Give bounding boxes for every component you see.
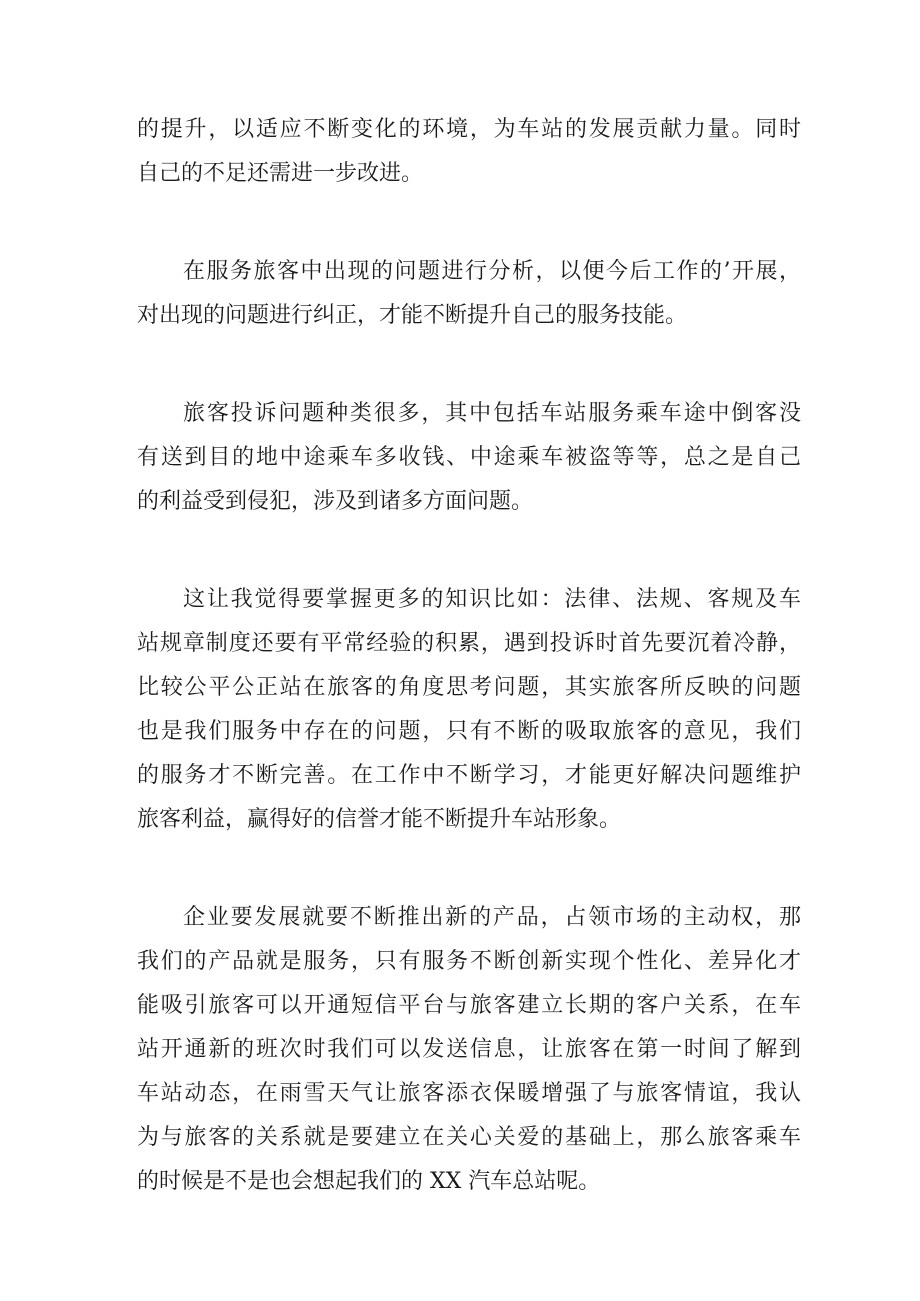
paragraph-line: 站开通新的班次时我们可以发送信息，让旅客在第一时间了解到 <box>137 1037 801 1062</box>
paragraph-line: 为与旅客的关系就是要建立在关心关爱的基础上，那么旅客乘车 <box>137 1125 801 1150</box>
paragraph-line: 有送到目的地中途乘车多收钱、中途乘车被盗等等，总之是自己 <box>137 445 801 470</box>
paragraph-line: 这让我觉得要掌握更多的知识比如：法律、法规、客规及车 <box>183 587 801 612</box>
paragraph-line: 比较公平公正站在旅客的角度思考问题，其实旅客所反映的问题 <box>137 675 801 700</box>
paragraph <box>137 578 801 842</box>
paragraph-line: 的提升，以适应不断变化的环境，为车站的发展贡献力量。同时 <box>137 117 801 142</box>
paragraph <box>137 896 801 1204</box>
paragraph-line: 的服务才不断完善。在工作中不断学习，才能更好解决问题维护 <box>137 763 801 788</box>
paragraph-line: 企业要发展就要不断推出新的产品，占领市场的主动权，那 <box>183 905 801 930</box>
paragraph-line: 的时候是不是也会想起我们的 XX 汽车总站呢。 <box>137 1169 601 1194</box>
paragraph-line: 能吸引旅客可以开通短信平台与旅客建立长期的客户关系，在车 <box>137 993 801 1018</box>
paragraph <box>137 392 801 524</box>
paragraph <box>137 108 801 196</box>
paragraph-line: 在服务旅客中出现的问题进行分析，以便今后工作的’开展， <box>183 259 801 284</box>
paragraph-line: 旅客利益，赢得好的信誉才能不断提升车站形象。 <box>137 807 622 832</box>
paragraph-line: 也是我们服务中存在的问题，只有不断的吸取旅客的意见，我们 <box>137 719 801 744</box>
paragraph-line: 的利益受到侵犯，涉及到诸多方面问题。 <box>137 489 534 514</box>
paragraph-line: 站规章制度还要有平常经验的积累，遇到投诉时首先要沉着冷静， <box>137 631 801 656</box>
paragraph-line: 自己的不足还需进一步改进。 <box>137 161 424 186</box>
paragraph-line: 我们的产品就是服务，只有服务不断创新实现个性化、差异化才 <box>137 949 801 974</box>
paragraph-line: 对出现的问题进行纠正，才能不断提升自己的服务技能。 <box>137 303 688 328</box>
document-body <box>137 108 801 1204</box>
paragraph-line: 车站动态，在雨雪天气让旅客添衣保暖增强了与旅客情谊，我认 <box>137 1081 801 1106</box>
paragraph-line: 旅客投诉问题种类很多，其中包括车站服务乘车途中倒客没 <box>183 401 801 426</box>
paragraph <box>137 250 801 338</box>
